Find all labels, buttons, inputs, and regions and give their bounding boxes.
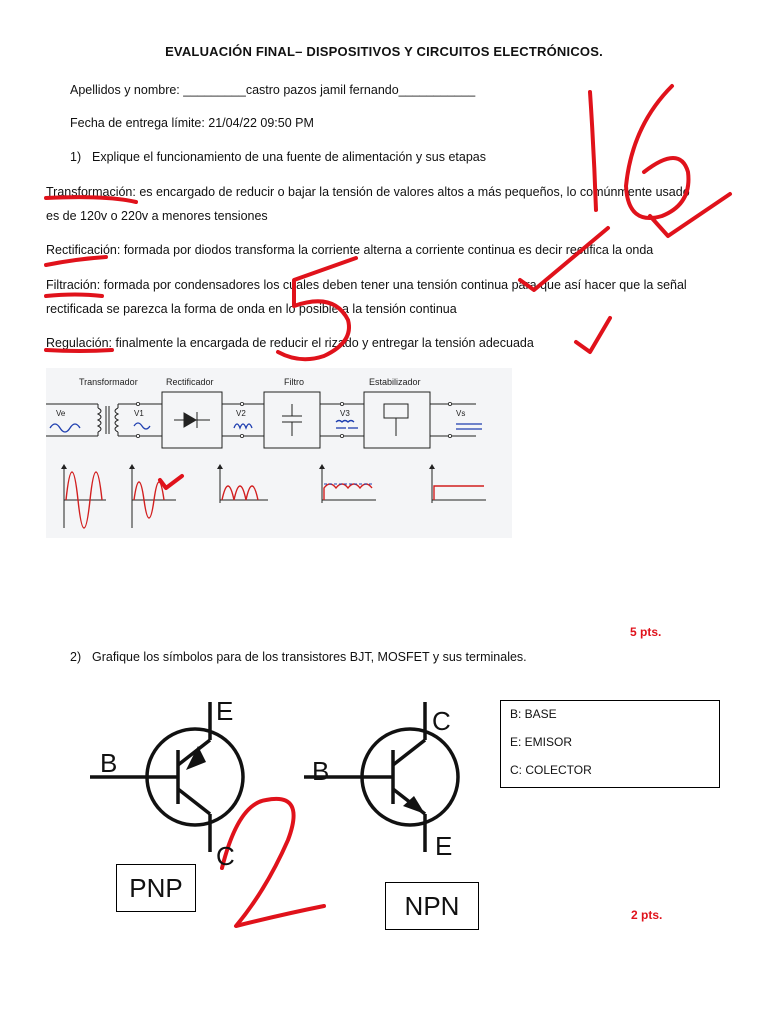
signal-ve: Ve: [56, 409, 66, 418]
diagram-label-transformador: Transformador: [79, 377, 138, 387]
filtracion-line-2: rectificada se parezca la forma de onda en lo posible a la tensión continua: [46, 302, 457, 316]
underline-rectificacion: [46, 257, 106, 265]
underline-filtracion: [46, 295, 102, 297]
legend-base: B: BASE: [510, 707, 557, 721]
filtracion-term: Filtración: [46, 278, 97, 292]
filtracion-paragraph: [46, 278, 687, 292]
diagram-label-rectificador: Rectificador: [166, 377, 214, 387]
page-title: EVALUACIÓN FINAL– DISPOSITIVOS Y CIRCUITOS ELECTRÓNICOS.: [165, 44, 603, 59]
pnp-terminal-b: B: [100, 748, 118, 778]
transistor-symbols: [90, 690, 480, 890]
rectificacion-term: Rectificación: [46, 243, 117, 257]
signal-v3: V3: [340, 409, 350, 418]
npn-terminal-b: B: [312, 756, 330, 786]
terminal-legend: [500, 700, 720, 788]
legend-emisor: E: EMISOR: [510, 735, 573, 749]
question-2-text: Grafique los símbolos para de los transistores BJT, MOSFET y sus terminales.: [92, 650, 527, 664]
regulacion-paragraph: [46, 336, 534, 350]
npn-terminal-c: C: [432, 706, 451, 736]
rectificacion-paragraph: [46, 243, 653, 257]
question-2-points: 2 pts.: [631, 908, 663, 922]
diagram-label-estabilizador: Estabilizador: [369, 377, 421, 387]
name-line: Apellidos y nombre: _________castro pazos jamil fernando___________: [70, 83, 476, 97]
power-supply-diagram: [46, 368, 512, 538]
npn-label: NPN: [385, 882, 479, 930]
question-2-number: 2): [70, 650, 82, 664]
pnp-terminal-e: E: [216, 696, 234, 726]
regulacion-term: Regulación: [46, 336, 109, 350]
signal-vs: Vs: [456, 409, 466, 418]
diagram-label-filtro: Filtro: [284, 377, 304, 387]
npn-terminal-e: E: [435, 831, 453, 861]
legend-colector: C: COLECTOR: [510, 763, 592, 777]
question-1-number: 1): [70, 150, 82, 164]
question-1-text: Explique el funcionamiento de una fuente de alimentación y sus etapas: [92, 150, 487, 164]
filtracion-text: : formada por condensadores los cuales deben tener una tensión continua para que así hacer que la señal: [96, 278, 687, 292]
transformacion-paragraph: [46, 185, 690, 199]
check-mark: [576, 318, 610, 352]
underline-regulacion: [46, 350, 112, 351]
check-mark: [650, 194, 730, 236]
regulacion-text: : finalmente la encargada de reducir el rizado y entregar la tensión adecuada: [108, 336, 534, 350]
question-1-points: 5 pts.: [630, 625, 662, 639]
signal-v2: V2: [236, 409, 246, 418]
date-line: Fecha de entrega límite: 21/04/22 09:50 PM: [70, 116, 314, 130]
transformacion-term: Transformación: [46, 185, 133, 199]
signal-v1: V1: [134, 409, 144, 418]
pnp-label: PNP: [116, 864, 196, 912]
pnp-terminal-c: C: [216, 841, 235, 871]
transformacion-line-2: es de 120v o 220v a menores tensiones: [46, 209, 268, 223]
transformacion-text: : es encargado de reducir o bajar la tensión de valores altos a más pequeños, lo comúnmente usado: [132, 185, 690, 199]
rectificacion-text: : formada por diodos transforma la corriente alterna a corriente continua es decir rectifica la onda: [116, 243, 654, 257]
